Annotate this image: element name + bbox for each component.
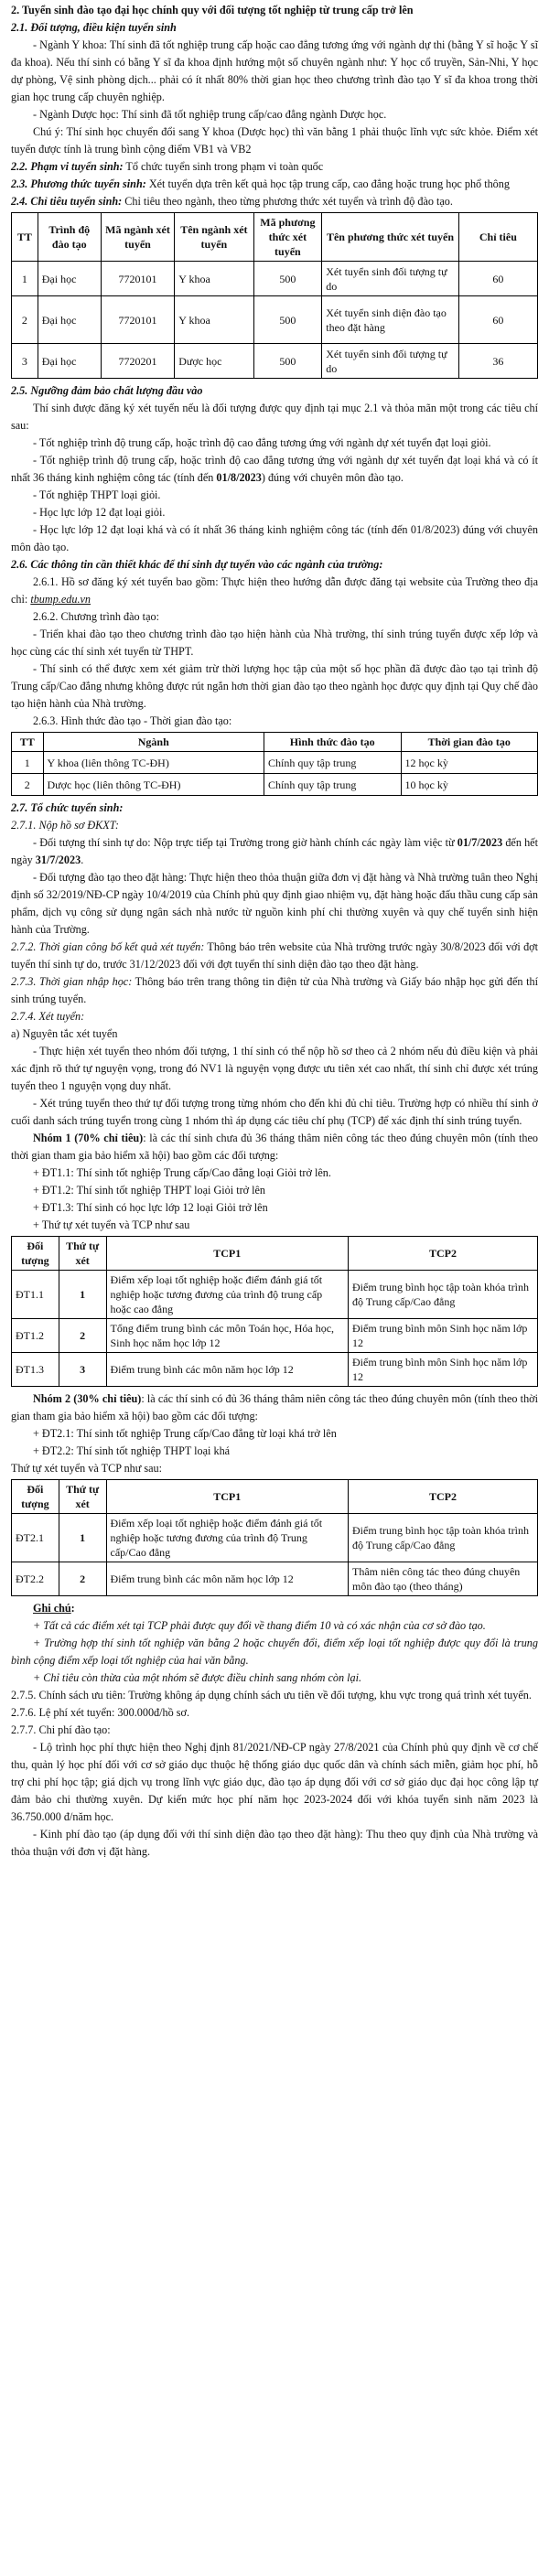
group-2-label: Nhóm 2 (30% chỉ tiêu): [33, 1392, 142, 1405]
table-cell: 500: [253, 262, 322, 296]
paragraph: - Thực hiện xét tuyển theo nhóm đối tượng, 1 thí sinh có thể nộp hồ sơ theo cả 2 nhóm nếu đủ điều kiện và phải xác định rõ thứ tự nguyện vọng, trong đó NV1 là nguyện vọng được ưu tiên xét cao nhất, thí sinh chỉ được xét trúng tuyển theo 1 nguyện vọng duy nhất.: [11, 1045, 538, 1092]
text: .: [81, 853, 84, 866]
table-header: Thời gian đào tạo: [401, 733, 538, 752]
section-2-7-1-title: 2.7.1. Nộp hồ sơ ĐKXT:: [11, 819, 119, 832]
table-cell: Xét tuyển sinh diện đào tạo theo đặt hàng: [322, 296, 459, 344]
note-heading: [11, 1600, 538, 1617]
list-item: + ĐT2.1: Thí sinh tốt nghiệp Trung cấp/Cao đẳng từ loại khá trở lên: [33, 1427, 337, 1440]
table-header-row: [12, 1237, 538, 1271]
table-row: [12, 262, 538, 296]
text: Thông báo trên website của Nhà trường trước ngày 30/8/2023 đối với đợt tuyển thí sinh tự do, trước 31/12/2023 đối với đợt tuyển thí sinh diện đào tạo theo đặt hàng.: [11, 940, 538, 971]
table-cell: ĐT2.2: [12, 1562, 59, 1596]
paragraph: 2.7.5. Chính sách ưu tiên: Trường không áp dụng chính sách ưu tiên về đối tượng, khu vực trong quá trình xét tuyển.: [11, 1689, 532, 1701]
table-cell: Điểm trung bình môn Sinh học năm lớp 12: [349, 1353, 538, 1387]
note-item: + Trường hợp thí sinh tốt nghiệp văn bằng 2 hoặc chuyển đổi, điểm xếp loại tốt nghiệp được quy đổi là trung bình cộng điểm xếp loại tốt nghiệp của hai văn bằng.: [11, 1637, 538, 1667]
table-header: TT: [12, 733, 44, 752]
table-header-row: [12, 1480, 538, 1514]
list-item: + ĐT1.2: Thí sinh tốt nghiệp THPT loại Giỏi trở lên: [33, 1184, 266, 1197]
table-cell: 1: [12, 262, 38, 296]
group-1-label: Nhóm 1 (70% chỉ tiêu): [33, 1132, 144, 1144]
paragraph: a) Nguyên tắc xét tuyển: [11, 1027, 118, 1040]
table-cell: Y khoa: [175, 296, 253, 344]
table-cell: 3: [12, 344, 38, 379]
website-link[interactable]: tbump.edu.vn: [30, 593, 91, 606]
text: đến hết ngày: [11, 836, 538, 866]
training-duration-table: [11, 732, 538, 796]
paragraph: - Học lực lớp 12 đạt loại khá và có ít nhất 36 tháng kinh nghiệm công tác (tính đến 01/8/2023) đúng với chuyên môn đào tạo.: [11, 523, 538, 553]
table-header: TT: [12, 213, 38, 262]
table-cell: Y khoa: [175, 262, 253, 296]
table-row: [12, 752, 538, 774]
table-header: Mã phương thức xét tuyển: [253, 213, 322, 262]
table-row: [12, 1319, 538, 1353]
table-header: Đối tượng: [12, 1237, 59, 1271]
table-row: [12, 1562, 538, 1596]
table-header: Chỉ tiêu: [458, 213, 537, 262]
paragraph: - Kinh phí đào tạo (áp dụng đối với thí sinh diện đào tạo theo đặt hàng): Thu theo quy định của Nhà trường và thỏa thuận với đơn vị đặt hàng.: [11, 1828, 538, 1858]
table-header: Đối tượng: [12, 1480, 59, 1514]
quota-table: [11, 212, 538, 379]
table-row: [12, 1514, 538, 1562]
table-cell: Y khoa (liên thông TC-ĐH): [43, 752, 264, 774]
table-cell: 7720201: [101, 344, 175, 379]
table-header: Tên phương thức xét tuyển: [322, 213, 459, 262]
list-item: + Thứ tự xét tuyển và TCP như sau: [33, 1218, 190, 1231]
section-heading-2: 2. Tuyển sinh đào tạo đại học chính quy với đối tượng tốt nghiệp từ trung cấp trở lên: [11, 4, 414, 16]
paragraph: [11, 973, 538, 1008]
table-header: TCP1: [106, 1480, 349, 1514]
section-2-4: [11, 193, 538, 210]
paragraph: 2.7.6. Lệ phí xét tuyển: 300.000đ/hồ sơ.: [11, 1706, 189, 1719]
table-cell: 500: [253, 344, 322, 379]
paragraph: [11, 939, 538, 973]
paragraph: 2.6.3. Hình thức đào tạo - Thời gian đào tạo:: [33, 714, 232, 727]
text: - Đối tượng thí sinh tự do: Nộp trực tiếp tại Trường trong giờ hành chính các ngày làm việc từ: [33, 836, 458, 849]
table-header: Thứ tự xét: [59, 1237, 106, 1271]
table-cell: 7720101: [101, 262, 175, 296]
date-bold: 31/7/2023: [35, 853, 81, 866]
table-header: TCP1: [106, 1237, 349, 1271]
table-cell: 36: [458, 344, 537, 379]
table-cell: Đại học: [38, 262, 101, 296]
table-header: Trình độ đào tạo: [38, 213, 101, 262]
paragraph: Thí sinh được đăng ký xét tuyển nếu là đối tượng được quy định tại mục 2.1 và thỏa mãn một trong các tiêu chí sau:: [11, 402, 538, 432]
table-cell: 10 học kỳ: [401, 774, 538, 796]
section-2-4-title: 2.4. Chỉ tiêu tuyển sinh:: [11, 195, 123, 208]
section-2-6-title: 2.6. Các thông tin cần thiết khác để thí sinh dự tuyển vào các ngành của trường:: [11, 558, 383, 571]
table-header: Hình thức đào tạo: [264, 733, 402, 752]
paragraph: Thứ tự xét tuyển và TCP như sau:: [11, 1462, 163, 1475]
section-2-3-title: 2.3. Phương thức tuyển sinh:: [11, 177, 146, 190]
paragraph: 2.7.7. Chi phí đào tạo:: [11, 1723, 111, 1736]
text: Thông báo trên trang thông tin điện tử của Nhà trường và Giấy báo nhập học gửi đến thí sinh trúng tuyển.: [11, 975, 538, 1005]
text: : là các thí sinh chưa đủ 36 tháng thâm niên công tác theo đúng chuyên môn (tính theo thời gian tham gia bảo hiểm xã hội) bao gồm các đối tượng:: [11, 1132, 538, 1162]
paragraph: - Tốt nghiệp trình độ trung cấp, hoặc trình độ cao đẳng tương ứng với ngành dự xét tuyển đạt loại giỏi.: [33, 436, 491, 449]
table-cell: 7720101: [101, 296, 175, 344]
section-2-4-text: Chỉ tiêu theo ngành, theo từng phương thức xét tuyển và trình độ đào tạo.: [122, 195, 453, 208]
paragraph: - Đối tượng đào tạo theo đặt hàng: Thực hiện theo thỏa thuận giữa đơn vị đặt hàng và Nhà trường tuân theo Nghị định số 32/2019/NĐ-CP ngày 10/4/2019 của Chính phủ quy định giao nhiệm vụ, đặt hàng hoặc đấu thầu cung cấp sản phẩm, dịch vụ công sử dụng ngân sách nhà nước từ nguồn kinh phí chi thường xuyên và quy chế tuyển sinh hiện hành của Trường.: [11, 871, 538, 936]
note-item: + Tất cả các điểm xét tại TCP phải được quy đổi về thang điểm 10 và có xác nhận của cơ sở đào tạo.: [33, 1619, 486, 1632]
date-bold: 01/7/2023: [457, 836, 503, 849]
note-title: Ghi chú: [33, 1602, 71, 1615]
table-cell: ĐT2.1: [12, 1514, 59, 1562]
date-bold: 01/8/2023: [216, 471, 262, 484]
table-header-row: [12, 213, 538, 262]
paragraph: Chú ý: Thí sinh học chuyển đổi sang Y khoa (Dược học) thì văn bằng 1 phải thuộc lĩnh vực sức khỏe. Điểm xét tuyển được tính là trung bình cộng điểm VB1 và VB2: [11, 125, 538, 156]
table-cell: 60: [458, 296, 537, 344]
text: - Tốt nghiệp trình độ trung cấp, hoặc trình độ cao đẳng tương ứng với ngành dự xét tuyển đạt loại khá và có ít nhất 36 tháng kinh nghiệm công tác (tính đến: [11, 454, 538, 484]
paragraph: [11, 1130, 538, 1165]
section-2-2-title: 2.2. Phạm vi tuyển sinh:: [11, 160, 124, 173]
section-2-3: [11, 176, 538, 193]
table-cell: Xét tuyển sinh đối tượng tự do: [322, 344, 459, 379]
table-cell: Tổng điểm trung bình các môn Toán học, Hóa học, Sinh học năm học lớp 12: [106, 1319, 349, 1353]
table-header: Ngành: [43, 733, 264, 752]
table-row: [12, 1271, 538, 1319]
table-cell: Điểm trung bình các môn năm học lớp 12: [106, 1562, 349, 1596]
table-cell: Điểm trung bình học tập toàn khóa trình độ Trung cấp/Cao đẳng: [349, 1514, 538, 1562]
paragraph: 2.6.2. Chương trình đào tạo:: [33, 610, 159, 623]
table-cell: Chính quy tập trung: [264, 752, 402, 774]
table-header-row: [12, 733, 538, 752]
table-cell: Điểm xếp loại tốt nghiệp hoặc điểm đánh giá tốt nghiệp hoặc tương đương của trình độ Trung cấp/Cao đẳng: [106, 1514, 349, 1562]
paragraph: [11, 1390, 538, 1425]
table-cell: 500: [253, 296, 322, 344]
paragraph: - Tốt nghiệp THPT loại giỏi.: [33, 488, 161, 501]
table-cell: 2: [59, 1319, 106, 1353]
paragraph: - Triển khai đào tạo theo chương trình đào tạo hiện hành của Nhà trường, thí sinh trúng tuyển được xếp lớp và học cùng các thí sinh xét tuyển từ THPT.: [11, 628, 538, 658]
table-row: [12, 296, 538, 344]
table-cell: ĐT1.1: [12, 1271, 59, 1319]
table-cell: Thâm niên công tác theo đúng chuyên môn đào tạo (theo tháng): [349, 1562, 538, 1596]
table-header: Tên ngành xét tuyển: [175, 213, 253, 262]
table-cell: ĐT1.2: [12, 1319, 59, 1353]
table-header: Mã ngành xét tuyển: [101, 213, 175, 262]
section-2-5-title: 2.5. Ngưỡng đảm bảo chất lượng đầu vào: [11, 384, 203, 397]
list-item: + ĐT2.2: Thí sinh tốt nghiệp THPT loại khá: [33, 1444, 231, 1457]
table-header: TCP2: [349, 1237, 538, 1271]
list-item: + ĐT1.1: Thí sinh tốt nghiệp Trung cấp/Cao đẳng loại Giỏi trở lên.: [33, 1166, 331, 1179]
table-cell: Xét tuyển sinh đối tượng tự do: [322, 262, 459, 296]
table-cell: Điểm trung bình học tập toàn khóa trình độ Trung cấp/Cao đẳng: [349, 1271, 538, 1319]
list-item: + ĐT1.3: Thí sinh có học lực lớp 12 loại Giỏi trở lên: [33, 1201, 268, 1214]
table-cell: 3: [59, 1353, 106, 1387]
section-2-2-text: Tổ chức tuyển sinh trong phạm vi toàn quốc: [123, 160, 324, 173]
section-2-7-4-title: 2.7.4. Xét tuyển:: [11, 1010, 85, 1023]
paragraph: [11, 452, 538, 487]
paragraph: - Ngành Y khoa: Thí sinh đã tốt nghiệp trung cấp hoặc cao đẳng tương ứng với ngành dự thi (bằng Y sĩ hoặc Y sĩ đa khoa). Nếu thí sinh có bằng Y sĩ đa khoa định hướng một số chuyên ngành như: Y học cổ truyền, Sản-Nhi, Y học dự phòng, Vệ sinh phòng dịch... phải có ít nhất 80% thời gian học theo chương trình đào tạo Y sĩ đa khoa trong thời gian học trung cấp chuyên nghiệp.: [11, 38, 538, 103]
table-row: [12, 344, 538, 379]
table-cell: 12 học kỳ: [401, 752, 538, 774]
table-cell: Đại học: [38, 296, 101, 344]
table-cell: 2: [12, 774, 44, 796]
table-row: [12, 774, 538, 796]
note-item: + Chỉ tiêu còn thừa của một nhóm sẽ được điều chỉnh sang nhóm còn lại.: [33, 1671, 362, 1684]
table-header: Thứ tự xét: [59, 1480, 106, 1514]
paragraph: - Lộ trình học phí thực hiện theo Nghị định 81/2021/NĐ-CP ngày 27/8/2021 của Chính phủ quy định về cơ chế thu, quản lý học phí đối với cơ sở giáo dục thuộc hệ thống giáo dục quốc dân và chính sách miễn, giảm học phí, hỗ trợ chi phí học tập; giá dịch vụ trong lĩnh vực giáo dục, đào tạo áp dụng đối với cơ sở giáo dục đại học công lập tự đảm bảo chi thường xuyên. Dự kiến mức học phí năm học 2023-2024 đối với khóa tuyển sinh năm 2023 là 36.750.000 đ/năm học.: [11, 1741, 538, 1823]
table-header: TCP2: [349, 1480, 538, 1514]
text: 2.6.1. Hồ sơ đăng ký xét tuyển bao gồm: Thực hiện theo hướng dẫn được đăng tại website của Trường theo địa chỉ:: [11, 575, 538, 606]
paragraph: - Xét trúng tuyển theo thứ tự đối tượng trong từng nhóm cho đến khi đủ chỉ tiêu. Trường hợp có nhiều thí sinh ở cuối danh sách trúng tuyển trong cùng 1 nhóm thì áp dụng các tiêu chí phụ (TCP) để xác định thí sinh trúng tuyển.: [11, 1097, 538, 1127]
paragraph: - Ngành Dược học: Thí sinh đã tốt nghiệp trung cấp/cao đẳng ngành Dược học.: [33, 108, 387, 121]
group-2-criteria-table: [11, 1479, 538, 1596]
table-row: [12, 1353, 538, 1387]
section-2-1-title: 2.1. Đối tượng, điều kiện tuyển sinh: [11, 21, 177, 34]
paragraph: [11, 834, 538, 869]
table-cell: Dược học (liên thông TC-ĐH): [43, 774, 264, 796]
table-cell: ĐT1.3: [12, 1353, 59, 1387]
note-colon: :: [70, 1602, 75, 1615]
table-cell: 2: [59, 1562, 106, 1596]
paragraph: - Thí sinh có thể được xem xét giảm trừ thời lượng học tập của một số học phần đã được đào tạo tại trình độ Trung cấp/Cao đẳng nhưng không được rút ngắn hơn thời gian đào tạo theo ngành học được quy định tại Quy chế đào tạo hiện hành của Nhà trường.: [11, 662, 538, 710]
text: ) đúng với chuyên môn đào tạo.: [261, 471, 404, 484]
table-cell: Dược học: [175, 344, 253, 379]
table-cell: Điểm xếp loại tốt nghiệp hoặc điểm đánh giá tốt nghiệp hoặc tương đương của trình độ trung cấp hoặc cao đẳng: [106, 1271, 349, 1319]
subsection-title: 2.7.3. Thời gian nhập học:: [11, 975, 133, 988]
section-2-3-text: Xét tuyển dựa trên kết quả học tập trung cấp, cao đẳng hoặc trung học phổ thông: [145, 177, 510, 190]
table-cell: Điểm trung bình môn Sinh học năm lớp 12: [349, 1319, 538, 1353]
subsection-title: 2.7.2. Thời gian công bố kết quả xét tuyển:: [11, 940, 205, 953]
table-cell: 1: [12, 752, 44, 774]
table-cell: Đại học: [38, 344, 101, 379]
group-1-criteria-table: [11, 1236, 538, 1387]
table-cell: Điểm trung bình các môn năm học lớp 12: [106, 1353, 349, 1387]
section-2-7-title: 2.7. Tổ chức tuyển sinh:: [11, 801, 124, 814]
paragraph: [11, 574, 538, 608]
paragraph: - Học lực lớp 12 đạt loại giỏi.: [33, 506, 166, 519]
section-2-2: [11, 158, 538, 176]
table-cell: 1: [59, 1514, 106, 1562]
text: : là các thí sinh có đủ 36 tháng thâm niên công tác theo đúng chuyên môn (tính theo thời gian tham gia bảo hiểm xã hội) bao gồm các đối tượng:: [11, 1392, 538, 1422]
table-cell: Chính quy tập trung: [264, 774, 402, 796]
table-cell: 60: [458, 262, 537, 296]
table-cell: 1: [59, 1271, 106, 1319]
table-cell: 2: [12, 296, 38, 344]
